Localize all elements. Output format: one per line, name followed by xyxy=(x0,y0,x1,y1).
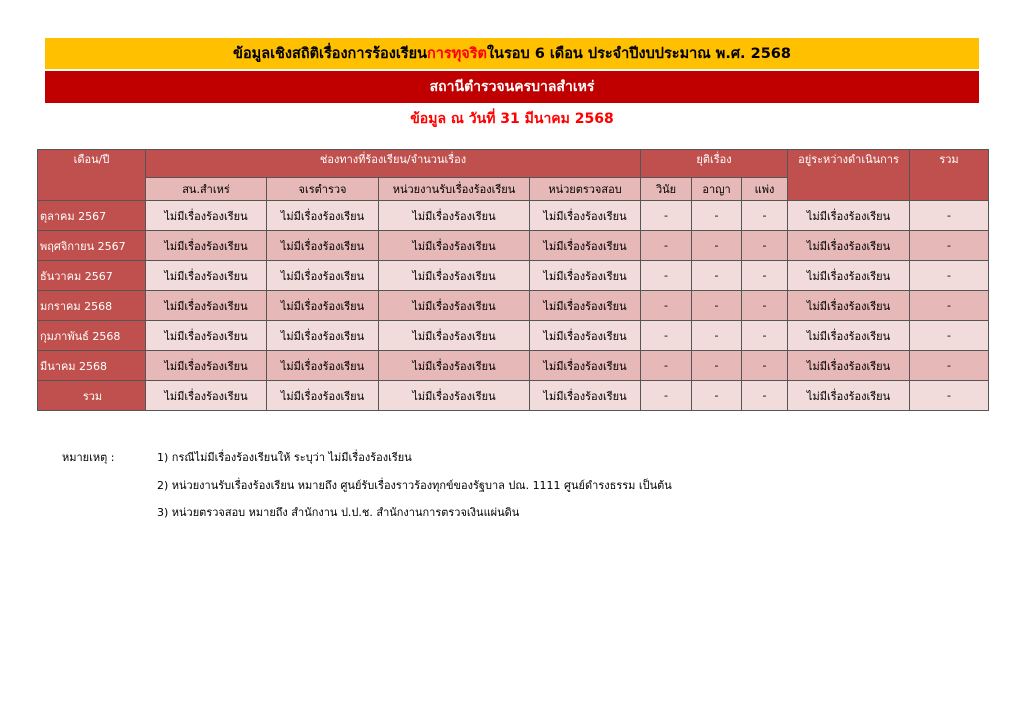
table-cell: ไม่มีเรื่องร้องเรียน xyxy=(788,291,910,321)
table-cell: - xyxy=(641,321,692,351)
table-cell: - xyxy=(910,321,989,351)
table-cell: ไม่มีเรื่องร้องเรียน xyxy=(379,351,530,381)
note-item-1: 1) กรณีไม่มีเรื่องร้องเรียนให้ ระบุว่า ไม่มีเรื่องร้องเรียน xyxy=(157,451,412,464)
table-cell: - xyxy=(692,321,742,351)
table-cell: - xyxy=(742,201,788,231)
table-cell: - xyxy=(910,291,989,321)
table-cell: - xyxy=(641,231,692,261)
table-cell: - xyxy=(910,351,989,381)
table-cell: ไม่มีเรื่องร้องเรียน xyxy=(146,381,267,411)
sub-header-station: สน.สำเหร่ xyxy=(146,178,267,201)
col-header-ended: ยุติเรื่อง xyxy=(641,150,788,178)
table-cell: - xyxy=(692,201,742,231)
title-prefix: ข้อมูลเชิงสถิติเรื่องการร้องเรียน xyxy=(233,46,427,62)
table-cell: ไม่มีเรื่องร้องเรียน xyxy=(379,291,530,321)
col-header-in-progress: อยู่ระหว่างดำเนินการ xyxy=(788,150,910,201)
table-cell: ไม่มีเรื่องร้องเรียน xyxy=(146,261,267,291)
table-row xyxy=(38,351,989,381)
table-cell: ไม่มีเรื่องร้องเรียน xyxy=(530,231,641,261)
row-month: ตุลาคม 2567 xyxy=(38,201,146,231)
row-month: รวม xyxy=(38,381,146,411)
table-cell: ไม่มีเรื่องร้องเรียน xyxy=(267,291,379,321)
table-cell: - xyxy=(641,201,692,231)
table-cell: - xyxy=(692,381,742,411)
row-month: มกราคม 2568 xyxy=(38,291,146,321)
table-cell: - xyxy=(692,291,742,321)
table-cell: ไม่มีเรื่องร้องเรียน xyxy=(146,291,267,321)
table-cell: ไม่มีเรื่องร้องเรียน xyxy=(530,291,641,321)
table-cell: ไม่มีเรื่องร้องเรียน xyxy=(267,381,379,411)
table-cell: ไม่มีเรื่องร้องเรียน xyxy=(379,381,530,411)
table-cell: - xyxy=(910,261,989,291)
table-cell: ไม่มีเรื่องร้องเรียน xyxy=(788,381,910,411)
table-cell: ไม่มีเรื่องร้องเรียน xyxy=(146,201,267,231)
sub-header-criminal: อาญา xyxy=(692,178,742,201)
table-row xyxy=(38,231,989,261)
table-body xyxy=(38,201,989,411)
table-cell: - xyxy=(692,231,742,261)
table-cell: ไม่มีเรื่องร้องเรียน xyxy=(788,261,910,291)
table-cell: - xyxy=(910,201,989,231)
table-cell: ไม่มีเรื่องร้องเรียน xyxy=(267,321,379,351)
report-title xyxy=(45,38,979,69)
sub-header-discipline: วินัย xyxy=(641,178,692,201)
table-cell: ไม่มีเรื่องร้องเรียน xyxy=(530,351,641,381)
row-month: ธันวาคม 2567 xyxy=(38,261,146,291)
table-cell: - xyxy=(742,351,788,381)
table-cell: - xyxy=(742,231,788,261)
table-row xyxy=(38,201,989,231)
table-cell: ไม่มีเรื่องร้องเรียน xyxy=(788,231,910,261)
title-suffix: ในรอบ 6 เดือน ประจำปีงบประมาณ พ.ศ. 2568 xyxy=(486,46,791,62)
table-total-row xyxy=(38,381,989,411)
station-name xyxy=(45,71,979,103)
sub-header-audit-agency: หน่วยตรวจสอบ xyxy=(530,178,641,201)
table-row xyxy=(38,261,989,291)
col-header-month: เดือน/ปี xyxy=(38,150,146,201)
note-item-2: 2) หน่วยงานรับเรื่องร้องเรียน หมายถึง ศูนย์รับเรื่องราวร้องทุกข์ของรัฐบาล ปณ. 1111 ศูนย์ดำรงธรรม เป็นต้น xyxy=(157,479,672,492)
note-item-3: 3) หน่วยตรวจสอบ หมายถึง สำนักงาน ป.ป.ช. สำนักงานการตรวจเงินแผ่นดิน xyxy=(157,506,520,519)
notes-label: หมายเหตุ : xyxy=(62,451,115,464)
col-header-total: รวม xyxy=(910,150,989,201)
table-cell: - xyxy=(641,261,692,291)
station-label: สถานีตำรวจนครบาลสำเหร่ xyxy=(429,79,595,95)
table-cell: ไม่มีเรื่องร้องเรียน xyxy=(267,351,379,381)
table-cell: - xyxy=(742,381,788,411)
table-cell: ไม่มีเรื่องร้องเรียน xyxy=(379,261,530,291)
table-cell: ไม่มีเรื่องร้องเรียน xyxy=(146,321,267,351)
table-cell: ไม่มีเรื่องร้องเรียน xyxy=(788,351,910,381)
table-row xyxy=(38,291,989,321)
table-cell: - xyxy=(742,291,788,321)
table-cell: - xyxy=(692,261,742,291)
table-cell: - xyxy=(742,261,788,291)
table-cell: ไม่มีเรื่องร้องเรียน xyxy=(379,321,530,351)
table-row xyxy=(38,321,989,351)
table-cell: ไม่มีเรื่องร้องเรียน xyxy=(530,321,641,351)
col-header-channels: ช่องทางที่ร้องเรียน/จำนวนเรื่อง xyxy=(146,150,641,178)
complaint-stats-table xyxy=(37,149,989,411)
sub-header-civil: แพ่ง xyxy=(742,178,788,201)
as-of-date: ข้อมูล ณ วันที่ 31 มีนาคม 2568 xyxy=(410,111,614,127)
table-cell: ไม่มีเรื่องร้องเรียน xyxy=(530,261,641,291)
row-month: มีนาคม 2568 xyxy=(38,351,146,381)
table-cell: - xyxy=(641,381,692,411)
sub-header-inspector: จเรตำรวจ xyxy=(267,178,379,201)
row-month: กุมภาพันธ์ 2568 xyxy=(38,321,146,351)
table-cell: - xyxy=(641,351,692,381)
table-cell: ไม่มีเรื่องร้องเรียน xyxy=(379,201,530,231)
table-cell: ไม่มีเรื่องร้องเรียน xyxy=(267,231,379,261)
table-cell: ไม่มีเรื่องร้องเรียน xyxy=(379,231,530,261)
table-cell: ไม่มีเรื่องร้องเรียน xyxy=(146,231,267,261)
row-month: พฤศจิกายน 2567 xyxy=(38,231,146,261)
table-cell: - xyxy=(910,381,989,411)
table-cell: ไม่มีเรื่องร้องเรียน xyxy=(788,201,910,231)
table-cell: - xyxy=(641,291,692,321)
table-cell: ไม่มีเรื่องร้องเรียน xyxy=(530,201,641,231)
title-highlight: การทุจริต xyxy=(427,46,487,62)
table-cell: - xyxy=(910,231,989,261)
table-cell: - xyxy=(742,321,788,351)
table-cell: ไม่มีเรื่องร้องเรียน xyxy=(788,321,910,351)
table-cell: - xyxy=(692,351,742,381)
table-cell: ไม่มีเรื่องร้องเรียน xyxy=(267,201,379,231)
table-cell: ไม่มีเรื่องร้องเรียน xyxy=(267,261,379,291)
table-cell: ไม่มีเรื่องร้องเรียน xyxy=(530,381,641,411)
table-cell: ไม่มีเรื่องร้องเรียน xyxy=(146,351,267,381)
sub-header-complaint-agency: หน่วยงานรับเรื่องร้องเรียน xyxy=(379,178,530,201)
